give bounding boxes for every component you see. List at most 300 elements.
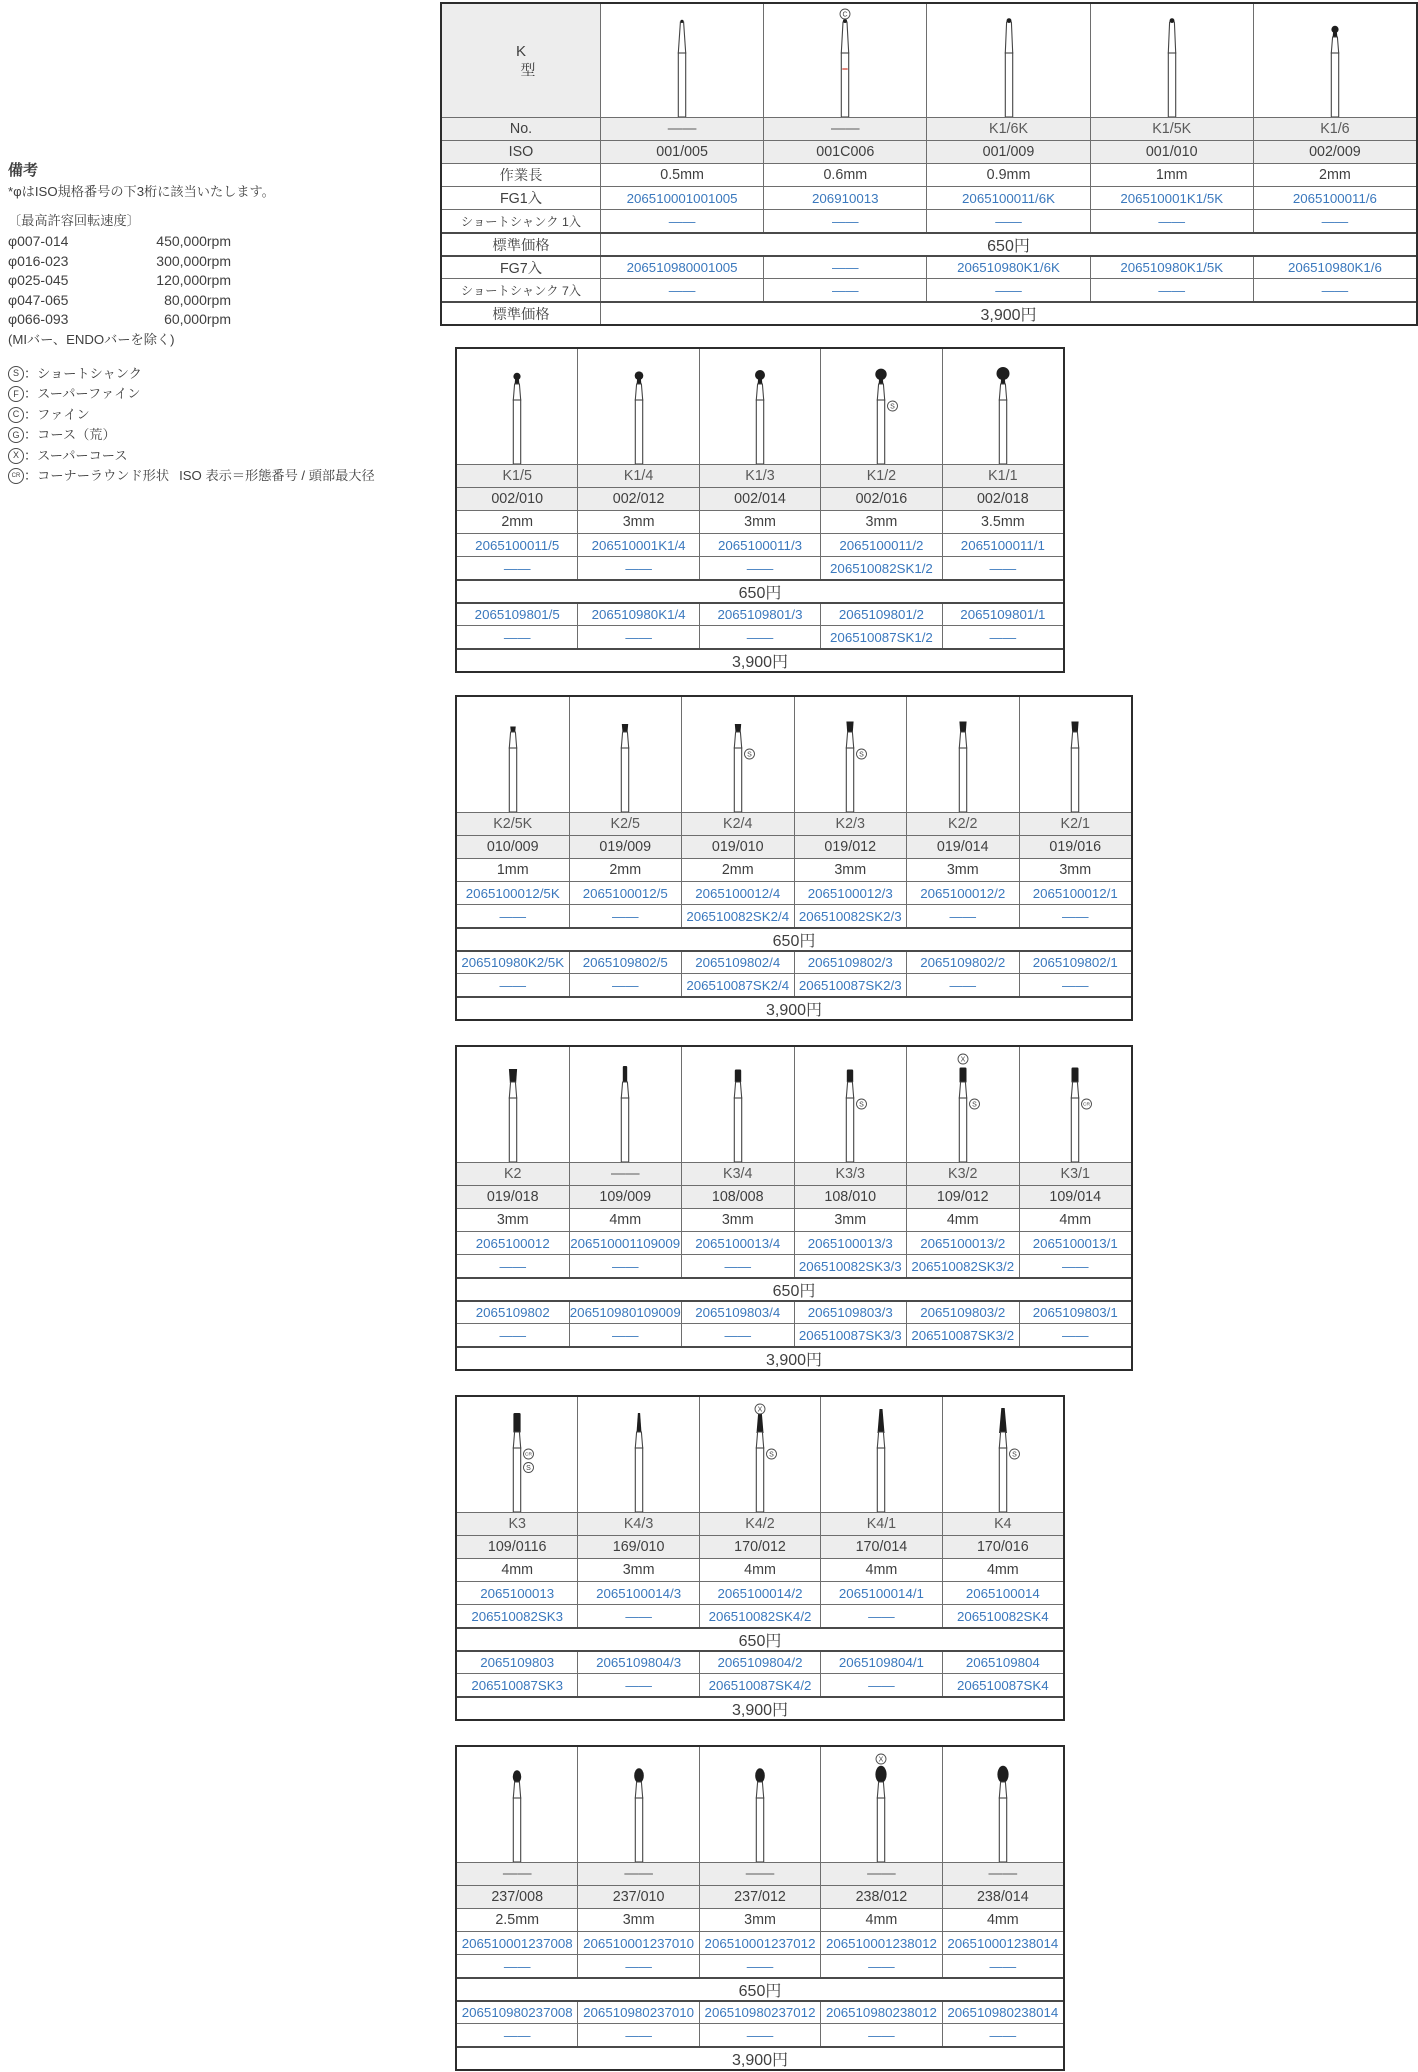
no-cell: K3/2 xyxy=(906,1163,1019,1185)
standard-price-cell: 650円 xyxy=(772,1283,816,1300)
iso-cell: 237/008 xyxy=(491,1889,544,1905)
ss1-cell: —— xyxy=(600,210,763,232)
ss1-cell: 206510082SK1/2 xyxy=(820,557,941,579)
legend-row xyxy=(8,466,448,487)
bur-illustration xyxy=(617,354,661,464)
no-cell: K1/2 xyxy=(820,465,941,487)
bur-image-cell xyxy=(820,1397,941,1512)
ss1-cell: —— xyxy=(569,1255,682,1277)
notes-title: 備考 xyxy=(8,162,39,179)
bur-illustration xyxy=(495,354,539,464)
bur-illustration xyxy=(495,1752,539,1862)
bur-illustration xyxy=(660,7,704,117)
ss7-cell: —— xyxy=(906,974,1019,996)
bur-illustration xyxy=(987,7,1031,117)
standard-price-cell: 3,900円 xyxy=(600,303,1416,324)
bur-illustration xyxy=(1053,702,1097,812)
no-cell: —— xyxy=(699,1863,820,1885)
x-circle-icon: X xyxy=(8,448,24,464)
fg1-cell: 206510001K1/5K xyxy=(1090,187,1253,209)
bur-image-cell xyxy=(942,1747,1063,1862)
bur-image-cell xyxy=(794,1047,907,1162)
diameter-range: φ047-065 xyxy=(8,291,69,308)
no-cell: K4/1 xyxy=(820,1513,941,1535)
max-speed-row xyxy=(8,232,448,252)
no-cell: K2/5 xyxy=(569,813,682,835)
row-label-cell: No. xyxy=(509,121,533,137)
fg7-cell: 2065109802/2 xyxy=(906,952,1019,973)
iso-cell: 002/012 xyxy=(577,488,698,510)
table-k3-k4 xyxy=(455,1395,1065,1721)
ss7-cell: 206510087SK3/3 xyxy=(794,1324,907,1346)
bur-image-cell xyxy=(457,1747,577,1862)
svg-text:S: S xyxy=(890,403,896,411)
len-cell: 4mm xyxy=(942,1559,1063,1581)
no-cell: —— xyxy=(502,1866,532,1882)
speed-exception-note: (MIバー、ENDOバーを除く) xyxy=(8,331,175,347)
row-label-cell: ショートシャンク 7入 xyxy=(460,284,582,298)
no-cell: K2/3 xyxy=(794,813,907,835)
bur-image-cell xyxy=(699,1397,820,1512)
fg7-cell: 206510980237008 xyxy=(461,2005,573,2020)
fg1-cell: 2065100012/4 xyxy=(681,882,794,904)
fg1-cell: 2065100012 xyxy=(475,1235,550,1251)
no-cell: K1/3 xyxy=(699,465,820,487)
diameter-range: φ066-093 xyxy=(8,311,69,327)
svg-text:C: C xyxy=(842,11,848,19)
ss1-cell: —— xyxy=(499,908,527,924)
ss1-cell: —— xyxy=(763,210,926,232)
standard-price-cell: 3,900円 xyxy=(731,654,789,671)
ss1-cell: —— xyxy=(681,1255,794,1277)
ss1-cell: —— xyxy=(569,905,682,927)
iso-cell: 019/018 xyxy=(486,1189,539,1205)
bur-illustration xyxy=(1313,7,1357,117)
no-cell: K1/5K xyxy=(1090,118,1253,140)
iso-cell: 010/009 xyxy=(486,839,539,855)
iso-note: *φはISO規格番号の下3桁に該当いたします。 xyxy=(8,184,275,199)
iso-cell: 170/014 xyxy=(820,1536,941,1558)
fg7-cell: 2065109801/1 xyxy=(942,604,1063,625)
row-label-cell: FG7入 xyxy=(499,260,543,277)
ss7-cell: —— xyxy=(763,279,926,301)
ss7-cell: —— xyxy=(569,974,682,996)
len-cell: 3mm xyxy=(699,1909,820,1931)
fg7-cell: 2065109803 xyxy=(480,1655,555,1670)
fg1-cell: 2065100013/3 xyxy=(794,1232,907,1254)
ss1-cell: —— xyxy=(820,1955,941,1977)
cr-circle-icon: CR xyxy=(8,468,24,484)
max-speed-row xyxy=(8,310,448,330)
bur-image-cell xyxy=(457,697,569,812)
legend-row xyxy=(8,384,448,405)
iso-cell: 108/010 xyxy=(794,1186,907,1208)
bur-image-cell xyxy=(942,1397,1063,1512)
svg-text:S: S xyxy=(746,751,752,759)
ss7-cell: —— xyxy=(820,2024,941,2046)
fg7-cell: 206510980238012 xyxy=(820,2002,941,2023)
bur-illustration xyxy=(495,1402,539,1512)
standard-price-cell: 650円 xyxy=(600,234,1416,255)
iso-cell: 109/009 xyxy=(569,1186,682,1208)
svg-text:S: S xyxy=(526,1465,532,1473)
fg1-cell: 2065100011/6 xyxy=(1253,187,1416,209)
fg1-cell: 206510001237010 xyxy=(577,1932,698,1954)
standard-price-cell: 3,900円 xyxy=(731,1702,789,1719)
bur-image-cell xyxy=(699,349,820,464)
ss7-cell: —— xyxy=(600,279,763,301)
ss1-cell: —— xyxy=(503,1958,531,1974)
bur-illustration xyxy=(617,1402,661,1512)
fg7-cell: 2065109803/4 xyxy=(681,1302,794,1323)
bur-image-cell xyxy=(577,349,698,464)
iso-cell: 001C006 xyxy=(763,141,926,163)
no-cell: —— xyxy=(577,1863,698,1885)
iso-cell: 001/009 xyxy=(926,141,1089,163)
bur-illustration xyxy=(828,1052,872,1162)
table-k2 xyxy=(455,695,1133,1021)
fg7-cell: 2065109803/1 xyxy=(1019,1302,1132,1323)
bur-illustration xyxy=(941,702,985,812)
svg-text:S: S xyxy=(971,1101,977,1109)
bur-illustration xyxy=(716,702,760,812)
no-cell: K2/2 xyxy=(906,813,1019,835)
len-cell: 3mm xyxy=(577,511,698,533)
fg1-cell: 2065100012/5 xyxy=(569,882,682,904)
len-cell: 3mm xyxy=(820,511,941,533)
no-cell: K1/1 xyxy=(942,465,1063,487)
fg1-cell: 206510001237012 xyxy=(699,1932,820,1954)
len-cell: 3mm xyxy=(577,1559,698,1581)
standard-price-cell: 3,900円 xyxy=(765,1352,823,1369)
no-cell: K2/4 xyxy=(681,813,794,835)
fg7-cell: 2065109804 xyxy=(942,1652,1063,1673)
fg7-cell: 206510980237010 xyxy=(577,2002,698,2023)
ss7-cell: 206510087SK2/4 xyxy=(681,974,794,996)
fg1-cell: 2065100012/5K xyxy=(465,885,560,901)
fg1-cell: 206510001109009 xyxy=(569,1232,682,1254)
legend-row xyxy=(8,446,448,467)
rpm-value: 450,000rpm xyxy=(156,233,231,249)
fg7-cell: 206510980K1/5K xyxy=(1090,257,1253,278)
table-k2-k3 xyxy=(455,1045,1133,1371)
bur-illustration xyxy=(823,7,867,117)
ss7-cell: —— xyxy=(569,1324,682,1346)
fg7-cell: 206510980238014 xyxy=(942,2002,1063,2023)
ss1-cell: —— xyxy=(577,1605,698,1627)
svg-text:S: S xyxy=(859,751,865,759)
no-cell: K4/3 xyxy=(577,1513,698,1535)
standard-price-cell: 650円 xyxy=(738,1983,782,2000)
fg1-cell: 2065100014/1 xyxy=(820,1582,941,1604)
iso-cell: 109/0116 xyxy=(487,1539,547,1555)
ss7-cell: —— xyxy=(942,2024,1063,2046)
fg1-cell: 2065100012/2 xyxy=(906,882,1019,904)
ss7-cell: 206510087SK3/2 xyxy=(906,1324,1019,1346)
bur-illustration xyxy=(859,354,903,464)
svg-text:X: X xyxy=(879,1756,884,1764)
fg1-cell: 2065100012/1 xyxy=(1019,882,1132,904)
ss1-cell: 206510082SK3/2 xyxy=(906,1255,1019,1277)
iso-cell: 001/010 xyxy=(1090,141,1253,163)
fg7-cell: 2065109801/3 xyxy=(699,604,820,625)
standard-price-cell: 650円 xyxy=(738,1633,782,1650)
standard-price-cell: 650円 xyxy=(772,933,816,950)
ss1-cell: —— xyxy=(820,1605,941,1627)
len-cell: 0.6mm xyxy=(763,164,926,186)
bur-illustration xyxy=(941,1052,985,1162)
fg1-cell: 206510001238012 xyxy=(820,1932,941,1954)
ss7-cell: —— xyxy=(503,2027,531,2043)
len-cell: 1mm xyxy=(496,862,529,878)
ss7-cell: —— xyxy=(1253,279,1416,301)
ss1-cell: —— xyxy=(503,560,531,576)
bur-image-cell xyxy=(906,1047,1019,1162)
legend-label: ：ファイン xyxy=(24,406,90,422)
len-cell: 4mm xyxy=(820,1909,941,1931)
ss1-cell: 206510082SK4 xyxy=(942,1605,1063,1627)
fg7-cell: 2065109802/4 xyxy=(681,952,794,973)
bur-image-cell xyxy=(457,349,577,464)
iso-cell: 109/012 xyxy=(906,1186,1019,1208)
type-kanji: 型 xyxy=(520,61,536,79)
no-cell: K1/6K xyxy=(926,118,1089,140)
rpm-value: 120,000rpm xyxy=(156,272,231,288)
ss7-cell: 206510087SK3 xyxy=(471,1677,564,1693)
legend-label: ：スーパーファイン xyxy=(24,386,141,401)
len-cell: 1mm xyxy=(1090,164,1253,186)
no-cell: —— xyxy=(820,1863,941,1885)
svg-text:X: X xyxy=(757,1406,763,1414)
standard-price-cell: 650円 xyxy=(738,585,782,602)
fg1-cell: 206510001238014 xyxy=(942,1932,1063,1954)
bur-illustration xyxy=(1150,7,1194,117)
ss1-cell: —— xyxy=(577,1955,698,1977)
bur-image-cell xyxy=(577,1747,698,1862)
ss1-cell: 206510082SK4/2 xyxy=(699,1605,820,1627)
len-cell: 3mm xyxy=(496,1212,529,1228)
bur-illustration xyxy=(859,1752,903,1862)
no-cell: —— xyxy=(763,118,926,140)
legend-row xyxy=(8,364,448,385)
table-237-238 xyxy=(455,1745,1065,2071)
c-circle-icon: C xyxy=(8,407,24,423)
fg7-cell: 2065109803/2 xyxy=(906,1302,1019,1323)
max-speed-row xyxy=(8,252,448,272)
f-circle-icon: F xyxy=(8,386,24,402)
s-circle-icon: S xyxy=(8,366,24,382)
bur-image-cell xyxy=(577,1397,698,1512)
len-cell: 4mm xyxy=(942,1909,1063,1931)
type-letter: K xyxy=(515,42,526,60)
no-cell: —— xyxy=(942,1863,1063,1885)
no-cell: K3/3 xyxy=(794,1163,907,1185)
max-speed-row xyxy=(8,271,448,291)
table-k1 xyxy=(455,347,1065,673)
bur-image-cell xyxy=(699,1747,820,1862)
row-label-cell: 標準価格 xyxy=(492,237,550,254)
ss1-cell: 206510082SK3/3 xyxy=(794,1255,907,1277)
iso-cell: 237/010 xyxy=(577,1886,698,1908)
fg1-cell: 2065100012/3 xyxy=(794,882,907,904)
no-cell: K1/6 xyxy=(1253,118,1416,140)
fg7-cell: 2065109802 xyxy=(475,1305,550,1320)
bur-illustration xyxy=(617,1752,661,1862)
no-cell: K2 xyxy=(504,1166,522,1182)
bur-image-cell xyxy=(794,697,907,812)
no-cell: K3/4 xyxy=(681,1163,794,1185)
fg1-cell: 2065100014 xyxy=(942,1582,1063,1604)
len-cell: 3mm xyxy=(794,1209,907,1231)
rpm-value: 60,000rpm xyxy=(164,311,231,327)
diameter-range: φ016-023 xyxy=(8,252,69,269)
fg1-cell: 2065100013 xyxy=(480,1585,555,1601)
fg7-cell: 206510980237012 xyxy=(699,2002,820,2023)
ss1-cell: —— xyxy=(1019,1255,1132,1277)
iso-cell: 237/012 xyxy=(699,1886,820,1908)
svg-text:X: X xyxy=(960,1056,966,1064)
fg1-cell: 206910013 xyxy=(763,187,926,209)
iso-cell: 238/012 xyxy=(820,1886,941,1908)
bur-illustration xyxy=(1053,1052,1097,1162)
rpm-value: 80,000rpm xyxy=(164,291,231,308)
fg1-cell: 206510001001005 xyxy=(600,187,763,209)
no-cell: K4/2 xyxy=(699,1513,820,1535)
symbol-legend xyxy=(8,364,448,487)
fg7-cell: 2065109803/3 xyxy=(794,1302,907,1323)
len-cell: 3mm xyxy=(794,859,907,881)
iso-cell: 170/012 xyxy=(699,1536,820,1558)
ss1-cell: —— xyxy=(699,557,820,579)
ss7-cell: —— xyxy=(942,626,1063,648)
bur-image-cell xyxy=(926,4,1089,117)
bur-image-cell xyxy=(1253,4,1416,117)
legend-label: ：コース（荒） xyxy=(24,427,116,442)
ss7-cell: 206510087SK2/3 xyxy=(794,974,907,996)
bur-illustration xyxy=(716,1052,760,1162)
len-cell: 2mm xyxy=(501,514,534,530)
len-cell: 4mm xyxy=(569,1209,682,1231)
max-speed-title: 〔最高許容回転速度〕 xyxy=(8,213,140,228)
no-cell: —— xyxy=(600,118,763,140)
legend-iso-note: ISO 表示＝形態番号 / 頭部最大径 xyxy=(179,468,375,483)
iso-cell: 169/010 xyxy=(577,1536,698,1558)
ss7-cell: —— xyxy=(503,629,531,645)
iso-cell: 002/010 xyxy=(491,491,544,507)
standard-price-cell: 3,900円 xyxy=(765,1002,823,1019)
iso-cell: 019/009 xyxy=(569,836,682,858)
ss1-cell: —— xyxy=(577,557,698,579)
fg7-cell: 2065109804/2 xyxy=(699,1652,820,1673)
ss7-cell: —— xyxy=(577,1674,698,1696)
no-cell: K1/4 xyxy=(577,465,698,487)
fg7-cell: 2065109801/2 xyxy=(820,604,941,625)
iso-cell: 019/010 xyxy=(681,836,794,858)
len-cell: 0.9mm xyxy=(926,164,1089,186)
ss7-cell: 206510087SK4 xyxy=(942,1674,1063,1696)
fg1-cell: 206510001237008 xyxy=(461,1935,573,1951)
notes-panel xyxy=(8,160,448,487)
len-cell: 4mm xyxy=(501,1562,534,1578)
fg7-cell: 206510980K2/5K xyxy=(461,955,565,970)
len-cell: 2.5mm xyxy=(495,1912,540,1928)
ss1-cell: —— xyxy=(499,1258,527,1274)
g-circle-icon: G xyxy=(8,427,24,443)
ss7-cell: 206510087SK4/2 xyxy=(699,1674,820,1696)
ss1-cell: —— xyxy=(1253,210,1416,232)
ss7-cell: —— xyxy=(499,1327,527,1343)
len-cell: 3mm xyxy=(1019,859,1132,881)
fg7-cell: 2065109804/3 xyxy=(577,1652,698,1673)
row-label-cell: ISO xyxy=(508,144,534,160)
fg1-cell: 2065100013/2 xyxy=(906,1232,1019,1254)
ss7-cell: —— xyxy=(699,2024,820,2046)
bur-image-cell xyxy=(906,697,1019,812)
fg7-cell: 2065109802/5 xyxy=(569,952,682,973)
ss7-cell: —— xyxy=(577,2024,698,2046)
legend-row xyxy=(8,405,448,426)
bur-image-cell xyxy=(1090,4,1253,117)
ss1-cell: —— xyxy=(942,1955,1063,1977)
fg7-cell: 206510980K1/4 xyxy=(577,604,698,625)
bur-image-cell xyxy=(457,1047,569,1162)
iso-cell: 170/016 xyxy=(942,1536,1063,1558)
ss7-cell: —— xyxy=(699,626,820,648)
bur-illustration xyxy=(981,1402,1025,1512)
len-cell: 4mm xyxy=(699,1559,820,1581)
no-cell: K4 xyxy=(942,1513,1063,1535)
fg1-cell: 206510001K1/4 xyxy=(577,534,698,556)
bur-image-cell xyxy=(681,1047,794,1162)
no-cell: K3/1 xyxy=(1019,1163,1132,1185)
ss7-cell: —— xyxy=(1090,279,1253,301)
ss1-cell: —— xyxy=(906,905,1019,927)
ss7-cell: —— xyxy=(499,977,527,993)
standard-price-cell: 3,900円 xyxy=(731,2052,789,2069)
bur-image-cell xyxy=(457,1397,577,1512)
bur-image-cell xyxy=(569,697,682,812)
bur-illustration xyxy=(491,1052,535,1162)
no-cell: K2/5K xyxy=(493,816,533,832)
len-cell: 3mm xyxy=(577,1909,698,1931)
iso-cell: 238/014 xyxy=(942,1886,1063,1908)
len-cell: 4mm xyxy=(906,1209,1019,1231)
ss1-cell: —— xyxy=(699,1955,820,1977)
len-cell: 3mm xyxy=(681,1209,794,1231)
legend-label: ：コーナーラウンド形状 xyxy=(24,468,170,483)
bur-illustration xyxy=(981,1752,1025,1862)
ss1-cell: —— xyxy=(1090,210,1253,232)
bur-illustration xyxy=(828,702,872,812)
bur-image-cell xyxy=(942,349,1063,464)
fg1-cell: 2065100011/1 xyxy=(942,534,1063,556)
len-cell: 0.5mm xyxy=(600,164,763,186)
iso-cell: 019/012 xyxy=(794,836,907,858)
rpm-value: 300,000rpm xyxy=(156,252,231,269)
ss7-cell: —— xyxy=(681,1324,794,1346)
type-header-cell xyxy=(442,4,600,117)
svg-text:CR: CR xyxy=(1083,1102,1091,1108)
bur-image-cell xyxy=(569,1047,682,1162)
len-cell: 2mm xyxy=(569,859,682,881)
iso-cell: 002/016 xyxy=(820,488,941,510)
bur-illustration xyxy=(981,354,1025,464)
no-cell: K3 xyxy=(508,1516,526,1532)
ss7-cell: —— xyxy=(577,626,698,648)
iso-cell: 108/008 xyxy=(681,1186,794,1208)
len-cell: 2mm xyxy=(1253,164,1416,186)
bur-image-cell xyxy=(820,1747,941,1862)
